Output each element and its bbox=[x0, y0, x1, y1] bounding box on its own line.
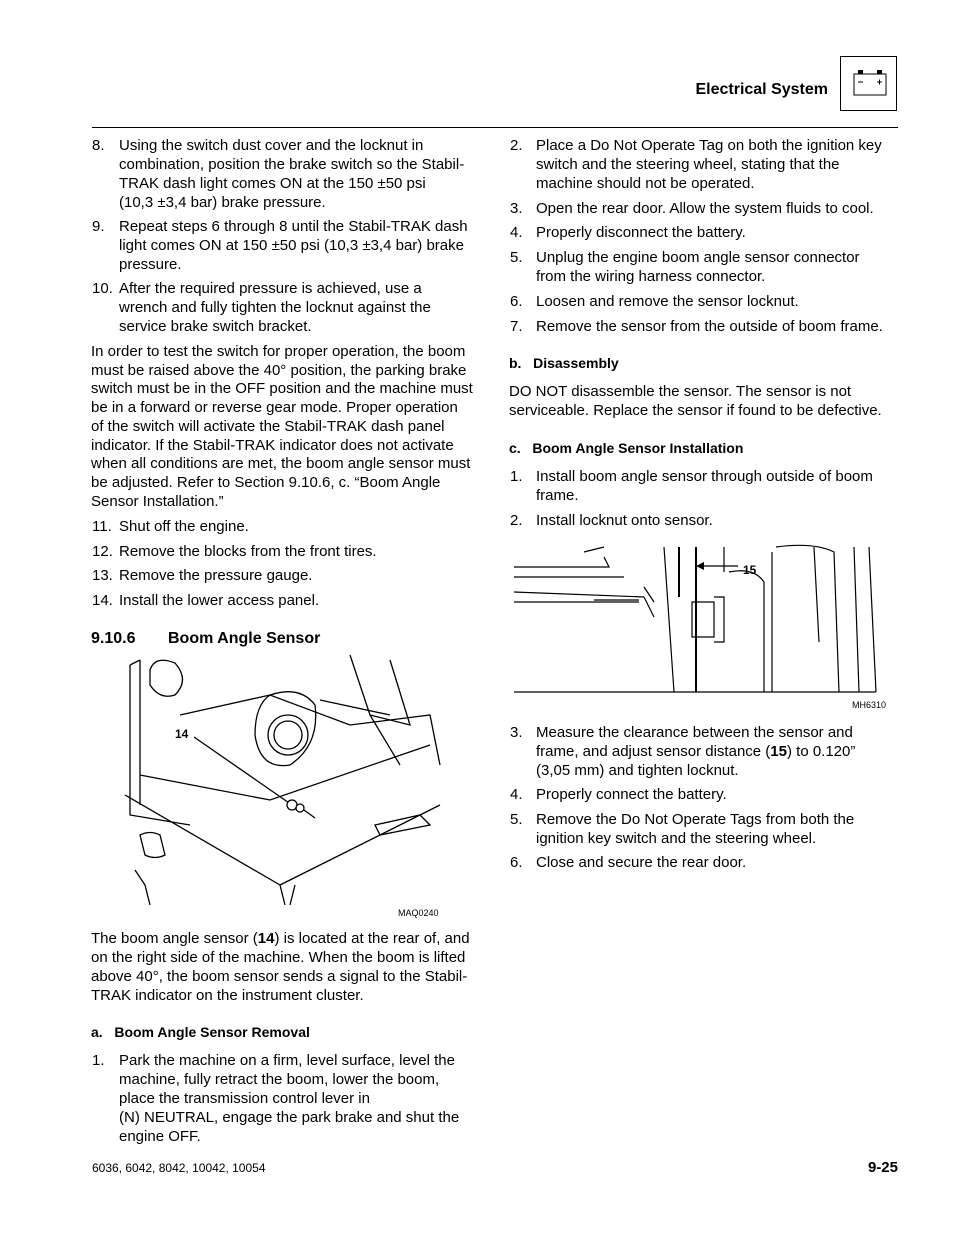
install-step-text: Install locknut onto sensor. bbox=[536, 512, 713, 529]
footer-models: 6036, 6042, 8042, 10042, 10054 bbox=[92, 1161, 266, 1175]
step-callout-ref: 15 bbox=[770, 743, 787, 760]
removal-step-text: Park the machine on a firm, level surface, level the bbox=[119, 1052, 455, 1069]
step-number: 13. bbox=[92, 567, 113, 585]
figure-code-1: MAQ0240 bbox=[398, 908, 439, 918]
page-number: 9-25 bbox=[867, 1159, 898, 1176]
step-text: After the required pressure is achieved, use a bbox=[119, 280, 422, 297]
install-step-text: frame. bbox=[536, 487, 579, 504]
removal-step-text: engine OFF. bbox=[119, 1128, 201, 1145]
battery-icon-graphic bbox=[841, 57, 898, 112]
step-text: machine should not be operated. bbox=[536, 175, 755, 192]
description-text: The boom angle sensor ( bbox=[91, 930, 258, 947]
install-step-text: Install boom angle sensor through outside of boom bbox=[536, 468, 873, 485]
step-number: 14. bbox=[92, 592, 113, 610]
step-text: Remove the sensor from the outside of boom frame. bbox=[536, 317, 883, 335]
step-number: 4. bbox=[510, 224, 523, 242]
figure-code-2: MH6310 bbox=[852, 700, 887, 710]
step-text: combination, position the brake switch so the Stabil- bbox=[119, 156, 465, 173]
description-callout-ref: 14 bbox=[257, 930, 275, 947]
install-step-number: 2. bbox=[510, 512, 523, 529]
step-text: (10,3 ±3,4 bar) brake pressure. bbox=[119, 194, 326, 211]
step-text: Repeat steps 6 through 8 until the Stabil-TRAK dash bbox=[119, 218, 468, 235]
step-text: Place a Do Not Operate Tag on both the ignition key bbox=[536, 137, 882, 154]
description-line: TRAK indicator on the instrument cluster. bbox=[91, 987, 364, 1004]
install-step-number: 4. bbox=[510, 786, 523, 803]
subsection-heading-c: c. Boom Angle Sensor Installation bbox=[509, 440, 744, 456]
section-header-title: Electrical System bbox=[695, 81, 828, 98]
section-title: Boom Angle Sensor bbox=[168, 630, 321, 647]
removal-step-text: place the transmission control lever in bbox=[119, 1090, 370, 1107]
install-step-number: 1. bbox=[510, 468, 523, 485]
step-number: 6. bbox=[510, 292, 523, 310]
subsection-heading-a: a. Boom Angle Sensor Removal bbox=[91, 1024, 310, 1040]
install-step-text: Properly connect the battery. bbox=[536, 786, 727, 803]
test-paragraph-line: switch must be in the OFF position and the machine must bbox=[91, 380, 473, 398]
step-text: switch and the steering wheel, stating that the bbox=[536, 156, 840, 173]
step-text: pressure. bbox=[119, 256, 182, 273]
test-paragraph-line: must be raised above the 40° position, the parking brake bbox=[91, 361, 467, 379]
removal-step-number: 1. bbox=[92, 1052, 105, 1069]
step-text: wrench and fully tighten the locknut against the bbox=[119, 299, 431, 316]
section-number: 9.10.6 bbox=[91, 630, 136, 647]
step-number: 10. bbox=[92, 280, 113, 297]
test-paragraph-line: be in a forward or reverse gear mode. Proper operation bbox=[91, 399, 458, 417]
figure-sensor-clearance bbox=[514, 542, 879, 692]
step-text: service brake switch bracket. bbox=[119, 318, 312, 335]
step-number: 2. bbox=[510, 137, 523, 154]
install-step-text: Measure the clearance between the sensor and bbox=[536, 724, 853, 741]
step-text: Unplug the engine boom angle sensor connector bbox=[536, 249, 860, 267]
description-line: on the right side of the machine. When the boom is lifted bbox=[91, 949, 466, 966]
step-text: from the wiring harness connector. bbox=[536, 268, 766, 286]
install-step-text bbox=[536, 742, 855, 761]
battery-icon bbox=[840, 56, 897, 111]
callout-14: 14 bbox=[175, 727, 189, 741]
step-text: Remove the pressure gauge. bbox=[119, 567, 313, 585]
disassembly-line: serviceable. Replace the sensor if found to be defective. bbox=[509, 402, 882, 419]
step-text: Properly disconnect the battery. bbox=[536, 224, 746, 242]
removal-step-text: (N) NEUTRAL, engage the park brake and shut the bbox=[119, 1109, 460, 1126]
step-number: 11. bbox=[92, 518, 112, 535]
step-text: light comes ON at 150 ±50 psi (10,3 ±3,4 bar) brake bbox=[119, 237, 464, 254]
install-step-text: Close and secure the rear door. bbox=[536, 854, 747, 871]
install-step-number: 3. bbox=[510, 724, 523, 741]
step-text: Remove the blocks from the front tires. bbox=[119, 542, 377, 560]
subsection-heading-b: b. Disassembly bbox=[509, 355, 619, 371]
test-paragraph-line: be adjusted. Refer to Section 9.10.6, c. “Boom Angle bbox=[91, 473, 441, 491]
description-text: ) is located at the rear of, and bbox=[274, 930, 470, 947]
step-number: 7. bbox=[510, 317, 523, 335]
step-text: Shut off the engine. bbox=[119, 518, 249, 535]
step-text: TRAK dash light comes ON at the 150 ±50 psi bbox=[119, 175, 426, 192]
test-paragraph-line: when all conditions are met, the boom angle sensor must bbox=[91, 455, 471, 473]
figure-boom-angle-sensor-location bbox=[120, 655, 445, 915]
install-step-number: 5. bbox=[510, 810, 523, 828]
step-text: frame, and adjust sensor distance ( bbox=[536, 743, 771, 760]
description-line: above 40°, the boom sensor sends a signal to the Stabil- bbox=[91, 968, 468, 985]
step-text: Loosen and remove the sensor locknut. bbox=[536, 292, 799, 310]
test-paragraph-line: In order to test the switch for proper operation, the boom bbox=[91, 343, 466, 360]
step-number: 8. bbox=[92, 137, 105, 154]
step-number: 9. bbox=[92, 218, 105, 235]
install-step-text: Remove the Do Not Operate Tags from both the bbox=[536, 810, 855, 828]
test-paragraph-line: Sensor Installation.” bbox=[91, 492, 224, 510]
install-step-text: (3,05 mm) and tighten locknut. bbox=[536, 762, 739, 779]
description-line bbox=[91, 929, 470, 948]
callout-15: 15 bbox=[743, 563, 757, 577]
step-text: Open the rear door. Allow the system fluids to cool. bbox=[536, 199, 874, 217]
step-text: Install the lower access panel. bbox=[119, 592, 320, 610]
install-step-text: ignition key switch and the steering wheel. bbox=[536, 829, 817, 847]
step-text: ) to 0.120” bbox=[786, 743, 856, 760]
install-step-number: 6. bbox=[510, 854, 523, 871]
step-number: 3. bbox=[510, 199, 523, 217]
removal-step-text: machine, fully retract the boom, lower the boom, bbox=[119, 1071, 440, 1088]
test-paragraph-line: indicator. If the Stabil-TRAK indicator does not activate bbox=[91, 436, 454, 454]
step-number: 12. bbox=[92, 542, 113, 560]
step-text: Using the switch dust cover and the locknut in bbox=[119, 137, 424, 154]
disassembly-line: DO NOT disassemble the sensor. The sensor is not bbox=[509, 383, 852, 400]
header-rule bbox=[92, 127, 898, 128]
test-paragraph-line: of the switch will activate the Stabil-TRAK dash panel bbox=[91, 417, 445, 435]
step-number: 5. bbox=[510, 249, 523, 267]
